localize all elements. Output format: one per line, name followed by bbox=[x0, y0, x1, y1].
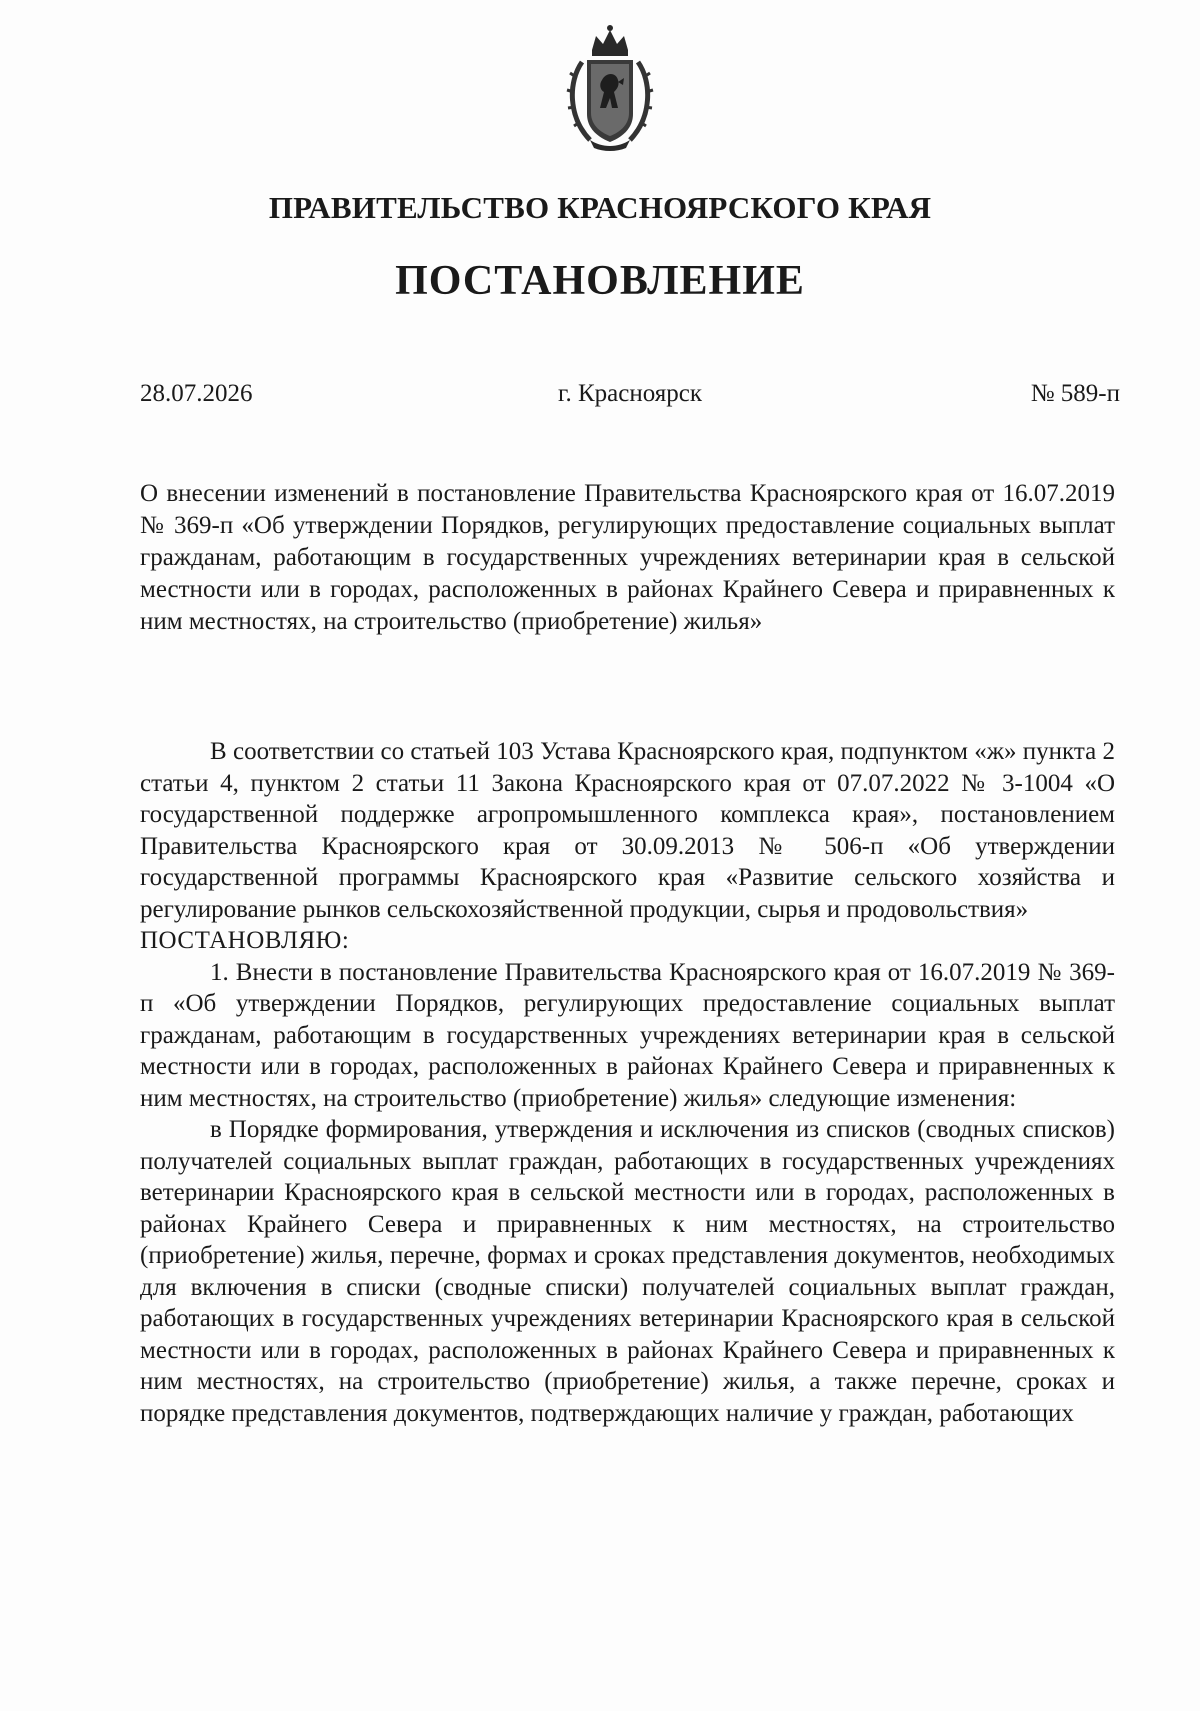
document-city: г. Красноярск bbox=[558, 380, 702, 407]
document-meta-row bbox=[140, 380, 1120, 414]
document-date: 28.07.2026 bbox=[140, 380, 253, 407]
coat-of-arms-icon bbox=[560, 22, 660, 154]
organization-name: ПРАВИТЕЛЬСТВО КРАСНОЯРСКОГО КРАЯ bbox=[268, 190, 932, 225]
document-type: ПОСТАНОВЛЕНИЕ bbox=[395, 258, 805, 304]
document-body bbox=[140, 736, 1115, 1429]
item-1-sub-paragraph: в Порядке формирования, утверждения и исключения из списков (сводных списков) получателей социальных выплат граждан, работающих в государственных учреждениях ветеринарии Красноярского края в сельской местности или в городах, расположенных в районах Крайнего Севера и приравненных к ним местностях, на строительство (приобретение) жилья, перечне, формах и сроках представления документов, необходимых для включения в списки (сводные списки) получателей социальных выплат граждан, работающих в государственных учреждениях ветеринарии Красноярского края в сельской местности или в городах, расположенных в районах Крайнего Севера и приравненных к ним местностях, на строительство (приобретение) жилья, а также перечне, сроках и порядке представления документов, подтверждающих наличие у граждан, работающих bbox=[140, 1116, 1115, 1427]
decree-word: ПОСТАНОВЛЯЮ: bbox=[140, 927, 350, 954]
preamble-paragraph: В соответствии со статьей 103 Устава Красноярского края, подпунктом «ж» пункта 2 статьи 4, пунктом 2 статьи 11 Закона Красноярского края от 07.07.2022 № 3-1004 «О государственной поддержке агропромышленного комплекса края», постановлением Правительства Красноярского края от 30.09.2013 № 506-п «Об утверждении государственной программы Красноярского края «Развитие сельского хозяйства и регулирование рынков сельскохозяйственной продукции, сырья и продовольствия» bbox=[140, 738, 1115, 923]
document-number: № 589-п bbox=[1030, 380, 1120, 407]
item-1-paragraph: 1. Внести в постановление Правительства Красноярского края от 16.07.2019 № 369-п «Об утверждении Порядков, регулирующих предоставление социальных выплат гражданам, работающим в государственных учреждениях ветеринарии края в сельской местности или в городах, расположенных в районах Крайнего Севера и приравненных к ним местностях, на строительство (приобретение) жилья» следующие изменения: bbox=[140, 958, 1115, 1112]
document-title: О внесении изменений в постановление Правительства Красноярского края от 16.07.2019 № 369-п «Об утверждении Порядков, регулирующих предоставление социальных выплат гражданам, работающим в государственных учреждениях ветеринарии края в сельской местности или в городах, расположенных в районах Крайнего Севера и приравненных к ним местностях, на строительство (приобретение) жилья» bbox=[140, 480, 1115, 635]
